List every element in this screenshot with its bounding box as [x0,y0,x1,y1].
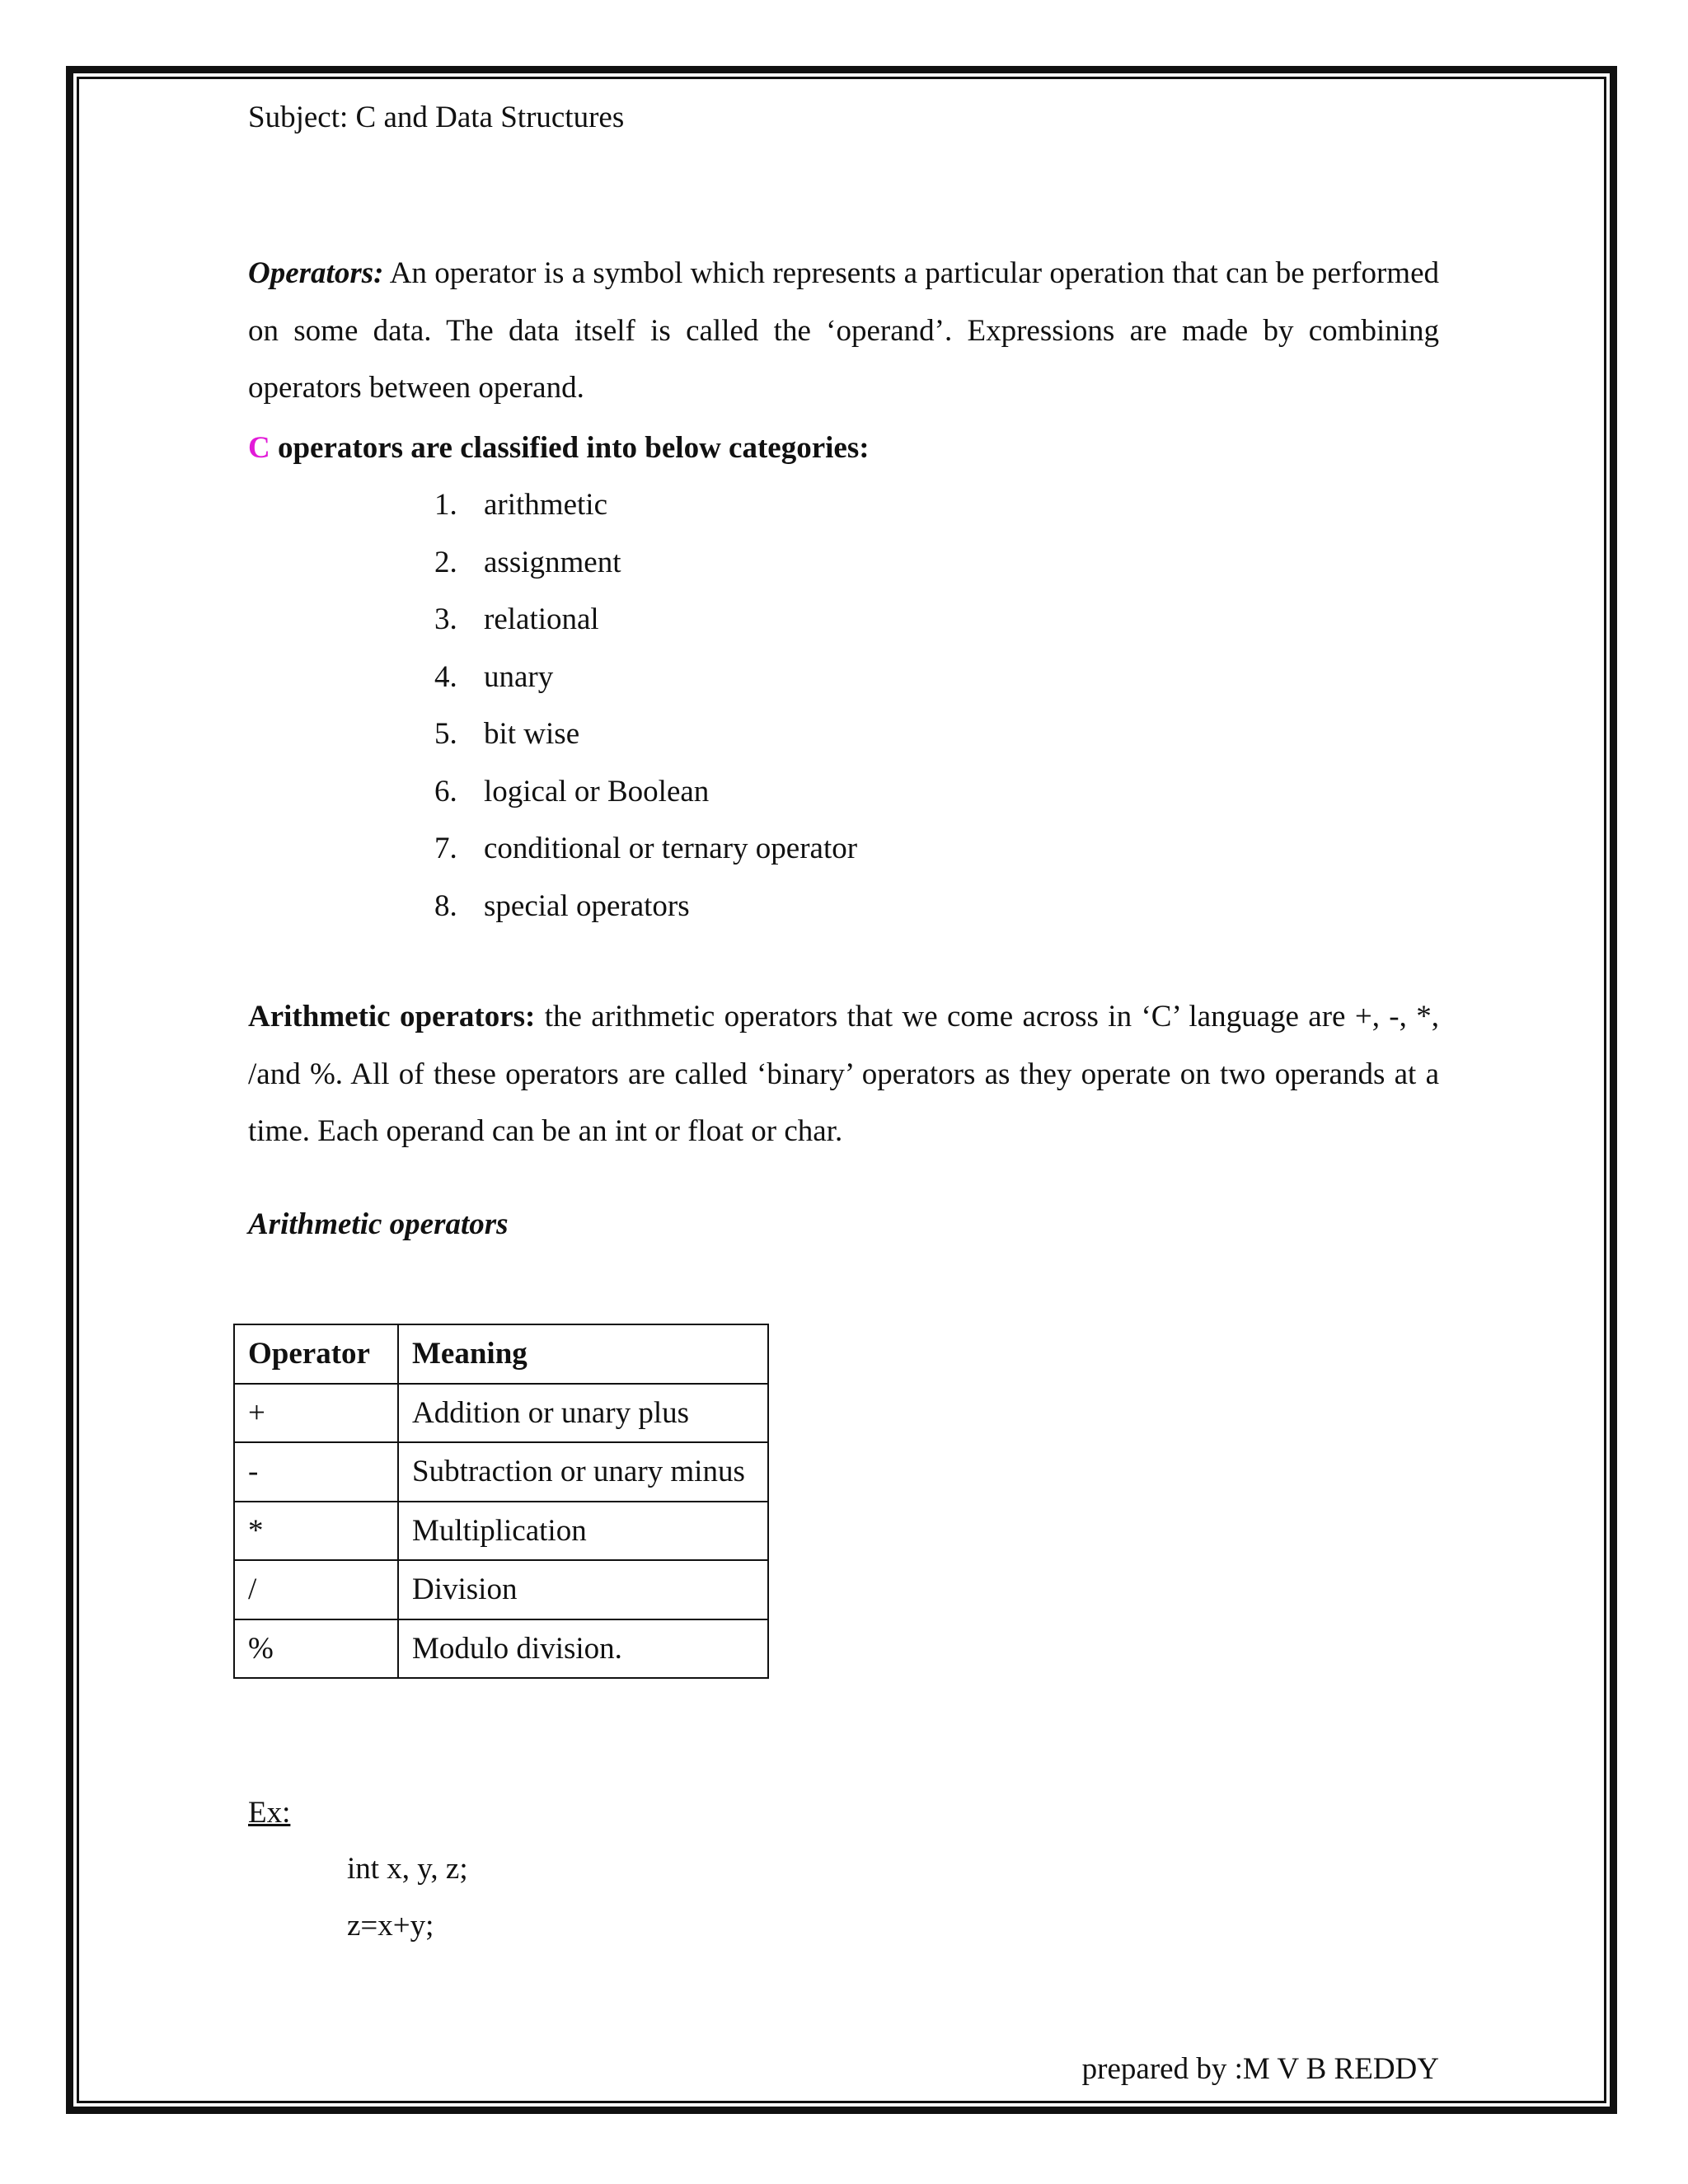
table-cell-meaning: Multiplication [398,1502,768,1561]
table-header-cell: Operator [234,1324,398,1384]
c-letter: C [248,431,270,465]
arithmetic-paragraph [248,988,1439,1160]
example-label: Ex: [248,1796,291,1830]
arithmetic-heading: Arithmetic operators: [248,1000,536,1033]
operators-heading: Operators: [248,256,384,290]
table-cell-meaning: Subtraction or unary minus [398,1442,768,1502]
categories-heading [248,433,870,463]
table-cell-operator: / [234,1560,398,1619]
table-cell-meaning: Addition or unary plus [398,1384,768,1443]
list-item: 2. assignment [434,546,621,579]
table-cell-operator: + [234,1384,398,1443]
arithmetic-operators-table [233,1324,769,1679]
table-row [234,1502,768,1561]
table-cell-meaning: Division [398,1560,768,1619]
list-item: 3. relational [434,602,599,636]
arithmetic-text: the arithmetic operators that we come across in ‘C’ language are +, -, *, /and %. All of these operators are called ‘binary’ operators as they operate on two operands at a time. Each operand can be an int or float or char. [248,1000,1439,1148]
table-row [234,1560,768,1619]
prepared-by-footer: prepared by :M V B REDDY [1081,2052,1439,2086]
operators-intro-text: An operator is a symbol which represents a particular operation that can be performed on some data. The data itself is called the ‘operand’. Expressions are made by combining operators between operand. [248,256,1439,405]
list-item: 1. arithmetic [434,488,607,522]
table-row [234,1442,768,1502]
list-item: 7. conditional or ternary operator [434,832,858,865]
list-item: 6. logical or Boolean [434,775,710,808]
table-row [234,1619,768,1679]
list-item: 4. unary [434,660,554,694]
example-code-line: int x, y, z; [347,1852,468,1886]
example-code-line: z=x+y; [347,1909,434,1943]
table-cell-meaning: Modulo division. [398,1619,768,1679]
table-cell-operator: % [234,1619,398,1679]
table-row [234,1384,768,1443]
table-header-row [234,1324,768,1384]
table-header-cell: Meaning [398,1324,768,1384]
table-caption: Arithmetic operators [248,1207,509,1241]
table-cell-operator: * [234,1502,398,1561]
table-cell-operator: - [234,1442,398,1502]
list-item: 8. special operators [434,889,690,923]
categories-heading-text: operators are classified into below categories: [270,431,870,465]
subject-header: Subject: C and Data Structures [248,101,625,134]
operators-intro-paragraph [248,245,1439,417]
list-item: 5. bit wise [434,717,580,751]
